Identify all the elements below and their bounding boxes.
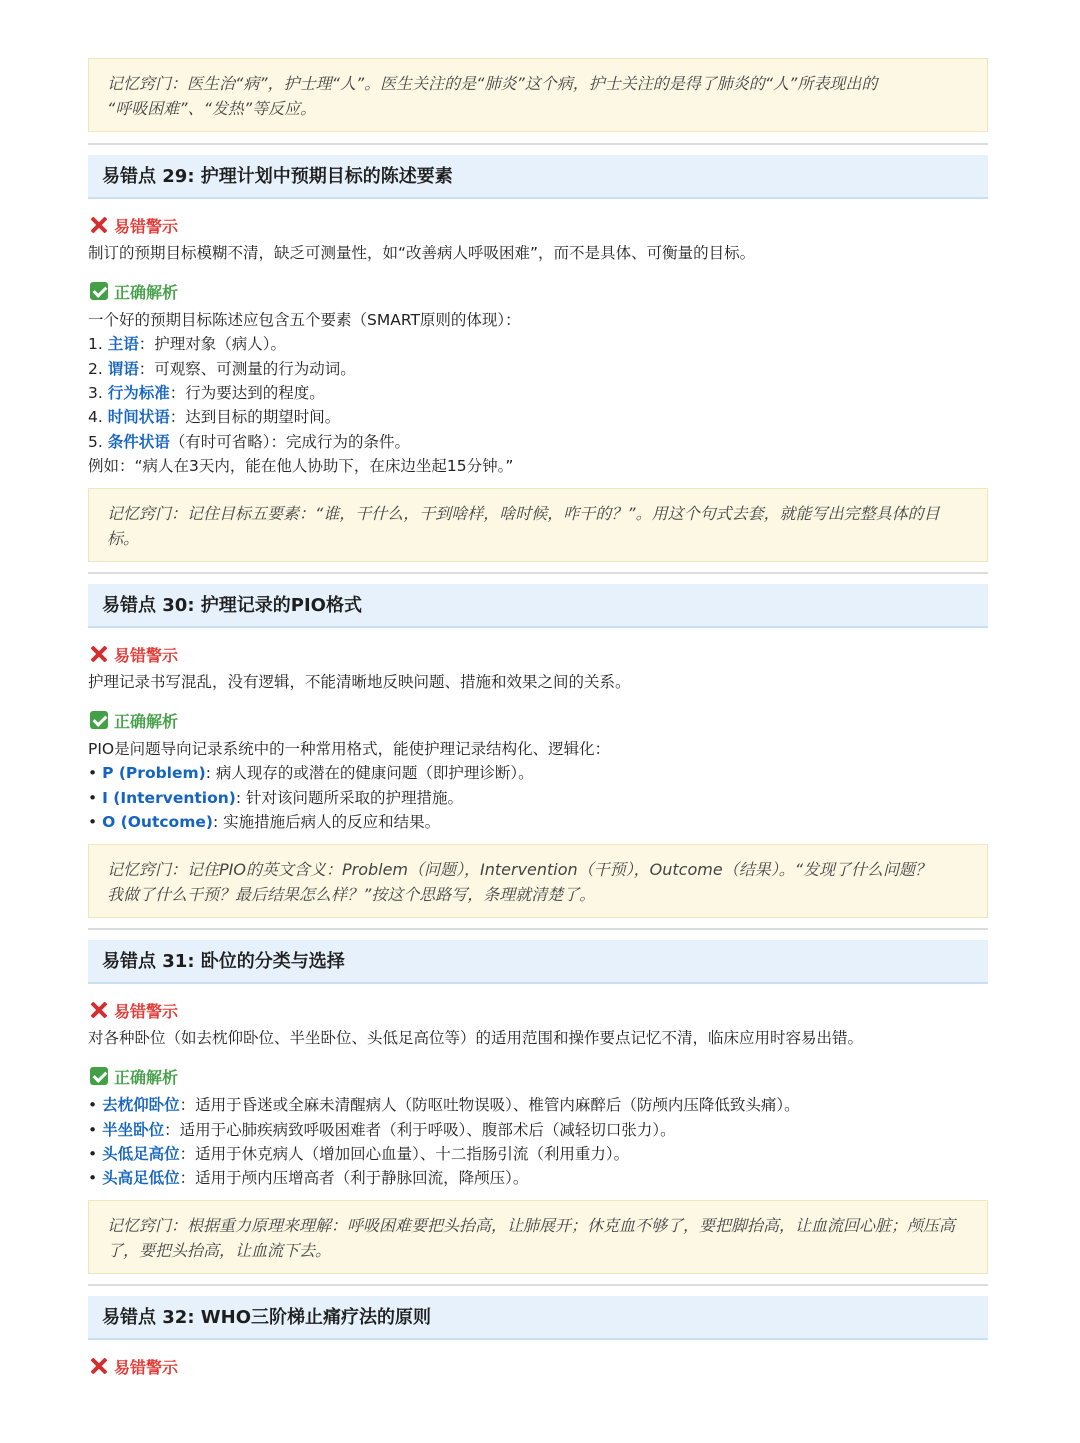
list-item: 3. 行为标准：行为要达到的程度。	[88, 384, 325, 402]
memo-line: 记忆窍门：根据重力原理来理解：呼吸困难要把头抬高，让肺展开；休克血不够了，要把脚抬高，让血流回心脏；颅压高	[107, 1216, 956, 1235]
memo-box	[88, 1200, 988, 1274]
analysis-label: 正确解析	[114, 282, 179, 302]
memo-line: 标。	[107, 529, 140, 548]
warning-text: 制订的预期目标模糊不清，缺乏可测量性，如“改善病人呼吸困难”，而不是具体、可衡量的目标。	[88, 244, 756, 262]
cross-mark-icon	[90, 1001, 108, 1019]
list-item: 4. 时间状语：达到目标的期望时间。	[88, 408, 341, 426]
warning-text: 护理记录书写混乱，没有逻辑，不能清晰地反映问题、措施和效果之间的关系。	[88, 673, 631, 691]
memo-box-top	[88, 58, 988, 132]
divider	[88, 1284, 988, 1286]
cross-mark-icon	[90, 216, 108, 234]
section-title-31: 易错点 31: 卧位的分类与选择	[88, 940, 988, 984]
list-item: • 头高足低位：适用于颅内压增高者（利于静脉回流，降颅压）。	[88, 1169, 529, 1187]
list-item: • 去枕仰卧位：适用于昏迷或全麻未清醒病人（防呕吐物误吸）、椎管内麻醉后（防颅内压降低致头痛）。	[88, 1096, 800, 1114]
divider	[88, 928, 988, 930]
list-item: • O (Outcome): 实施措施后病人的反应和结果。	[88, 813, 441, 831]
analysis-label: 正确解析	[114, 1067, 179, 1087]
warning-label: 易错警示	[114, 645, 179, 665]
analysis-intro: 一个好的预期目标陈述应包含五个要素（SMART原则的体现）：	[88, 311, 521, 329]
warning-label: 易错警示	[114, 1357, 179, 1377]
check-mark-icon	[90, 282, 108, 300]
list-item: • 头低足高位：适用于休克病人（增加回心血量）、十二指肠引流（利用重力）。	[88, 1145, 630, 1163]
list-item: • I (Intervention): 针对该问题所采取的护理措施。	[88, 789, 464, 807]
warning-label: 易错警示	[114, 1001, 179, 1021]
section-title-30: 易错点 30: 护理记录的PIO格式	[88, 584, 988, 628]
divider	[88, 143, 988, 145]
list-item: • P (Problem): 病人现存的或潜在的健康问题（即护理诊断）。	[88, 764, 534, 782]
warning-heading	[90, 999, 178, 1021]
warning-text: 对各种卧位（如去枕仰卧位、半坐卧位、头低足高位等）的适用范围和操作要点记忆不清，临床应用时容易出错。	[88, 1029, 864, 1047]
memo-line: 记忆窍门：记住PIO的英文含义：Problem（问题），Intervention（干预），Outcome（结果）。“发现了什么问题？	[107, 860, 931, 879]
example-text: 例如：“病人在3天内，能在他人协助下，在床边坐起15分钟。”	[88, 457, 514, 475]
list-item: 5. 条件状语（有时可省略）：完成行为的条件。	[88, 433, 411, 451]
memo-box	[88, 844, 988, 918]
analysis-label: 正确解析	[114, 711, 179, 731]
warning-heading	[90, 1355, 178, 1377]
check-mark-icon	[90, 711, 108, 729]
cross-mark-icon	[90, 1357, 108, 1375]
section-title-32: 易错点 32: WHO三阶梯止痛疗法的原则	[88, 1296, 988, 1340]
cross-mark-icon	[90, 645, 108, 663]
list-item: 2. 谓语：可观察、可测量的行为动词。	[88, 360, 356, 378]
divider	[88, 572, 988, 574]
analysis-heading	[90, 280, 178, 302]
warning-heading	[90, 643, 178, 665]
warning-heading	[90, 214, 178, 236]
section-title-29: 易错点 29: 护理计划中预期目标的陈述要素	[88, 155, 988, 199]
list-item: • 半坐卧位：适用于心肺疾病致呼吸困难者（利于呼吸）、腹部术后（减轻切口张力）。	[88, 1121, 676, 1139]
memo-line: 记忆窍门：记住目标五要素：“谁，干什么，干到啥样，啥时候，咋干的？”。用这个句式去套，就能写出完整具体的目	[107, 504, 940, 523]
analysis-intro: PIO是问题导向记录系统中的一种常用格式，能使护理记录结构化、逻辑化：	[88, 740, 611, 758]
warning-label: 易错警示	[114, 216, 179, 236]
memo-line: 记忆窍门：医生治“病”，护士理“人”。医生关注的是“肺炎”这个病，护士关注的是得了肺炎的“人”所表现出的	[107, 74, 878, 93]
analysis-heading	[90, 709, 178, 731]
memo-box	[88, 488, 988, 562]
memo-line: 了，要把头抬高，让血流下去。	[107, 1241, 332, 1260]
memo-line: “呼吸困难”、“发热”等反应。	[107, 99, 317, 118]
memo-line: 我做了什么干预？最后结果怎么样？”按这个思路写，条理就清楚了。	[107, 885, 596, 904]
list-item: 1. 主语：护理对象（病人）。	[88, 335, 287, 353]
check-mark-icon	[90, 1067, 108, 1085]
analysis-heading	[90, 1065, 178, 1087]
